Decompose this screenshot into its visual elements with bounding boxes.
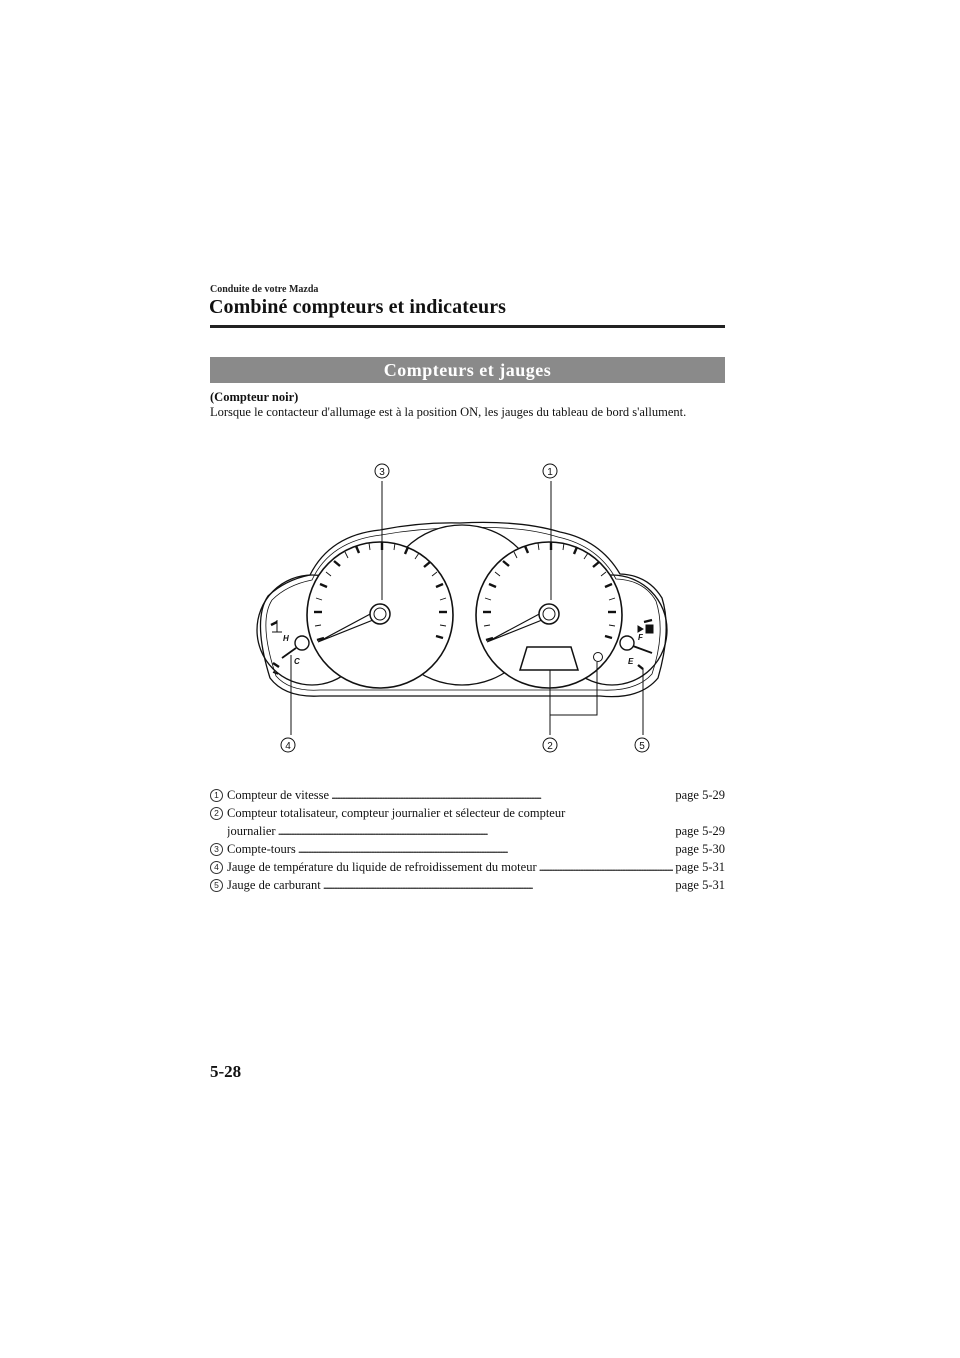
intro-paragraph: Lorsque le contacteur d'allumage est à la position ON, les jauges du tableau de bord s'allument. [210, 405, 687, 419]
title-rule [210, 325, 725, 328]
legend-item [210, 876, 725, 894]
legend-number: 2 [210, 807, 223, 820]
legend-label: Compte-tours [227, 842, 296, 856]
fuel-empty-label: E [628, 657, 634, 666]
page-reference[interactable]: page 5-29 [675, 824, 725, 838]
legend-number: 5 [210, 879, 223, 892]
callout-4: 4 [285, 741, 291, 752]
legend-label: Jauge de température du liquide de refroidissement du moteur [227, 860, 537, 874]
legend-label: Jauge de carburant [227, 878, 321, 892]
callout-1: 1 [547, 467, 553, 478]
legend-number: 4 [210, 861, 223, 874]
temp-gauge-pivot [295, 636, 309, 650]
leader-dots [323, 876, 674, 894]
callout-3: 3 [379, 467, 385, 478]
page-reference[interactable]: page 5-31 [675, 860, 725, 874]
leader-dots [539, 858, 674, 876]
leader-dots [298, 840, 674, 858]
legend-item [210, 804, 725, 840]
leader-dots [331, 786, 673, 804]
temp-hot-label: H [283, 634, 289, 643]
fuel-gauge-pivot [620, 636, 634, 650]
leader-dots [278, 822, 674, 840]
fuel-pump-icon [638, 625, 653, 633]
chapter-header: Conduite de votre Mazda [210, 284, 319, 295]
legend-item [210, 858, 725, 876]
legend-number: 3 [210, 843, 223, 856]
legend-label: Compteur de vitesse [227, 788, 330, 802]
legend-item [210, 840, 725, 858]
page-number: 5-28 [210, 1062, 242, 1081]
callout-5: 5 [639, 741, 645, 752]
instrument-cluster-diagram [250, 455, 690, 770]
legend-item [210, 786, 725, 804]
page-reference[interactable]: page 5-29 [675, 788, 725, 802]
legend-list [210, 786, 725, 894]
section-banner: Compteurs et jauges [210, 357, 725, 383]
callout-2: 2 [547, 741, 553, 752]
coolant-temp-icon [272, 620, 282, 632]
fuel-full-label: F [638, 633, 643, 642]
legend-number: 1 [210, 789, 223, 802]
page-title: Combiné compteurs et indicateurs [209, 296, 507, 318]
page-reference[interactable]: page 5-31 [675, 878, 725, 892]
page-reference[interactable]: page 5-30 [675, 842, 725, 856]
legend-label-continued: journalier [227, 824, 276, 838]
intro-subtitle: (Compteur noir) [210, 390, 299, 404]
temp-cold-label: C [294, 657, 300, 666]
intro-text [210, 390, 725, 420]
legend-label: Compteur totalisateur, compteur journalier et sélecteur de compteur [227, 806, 566, 820]
